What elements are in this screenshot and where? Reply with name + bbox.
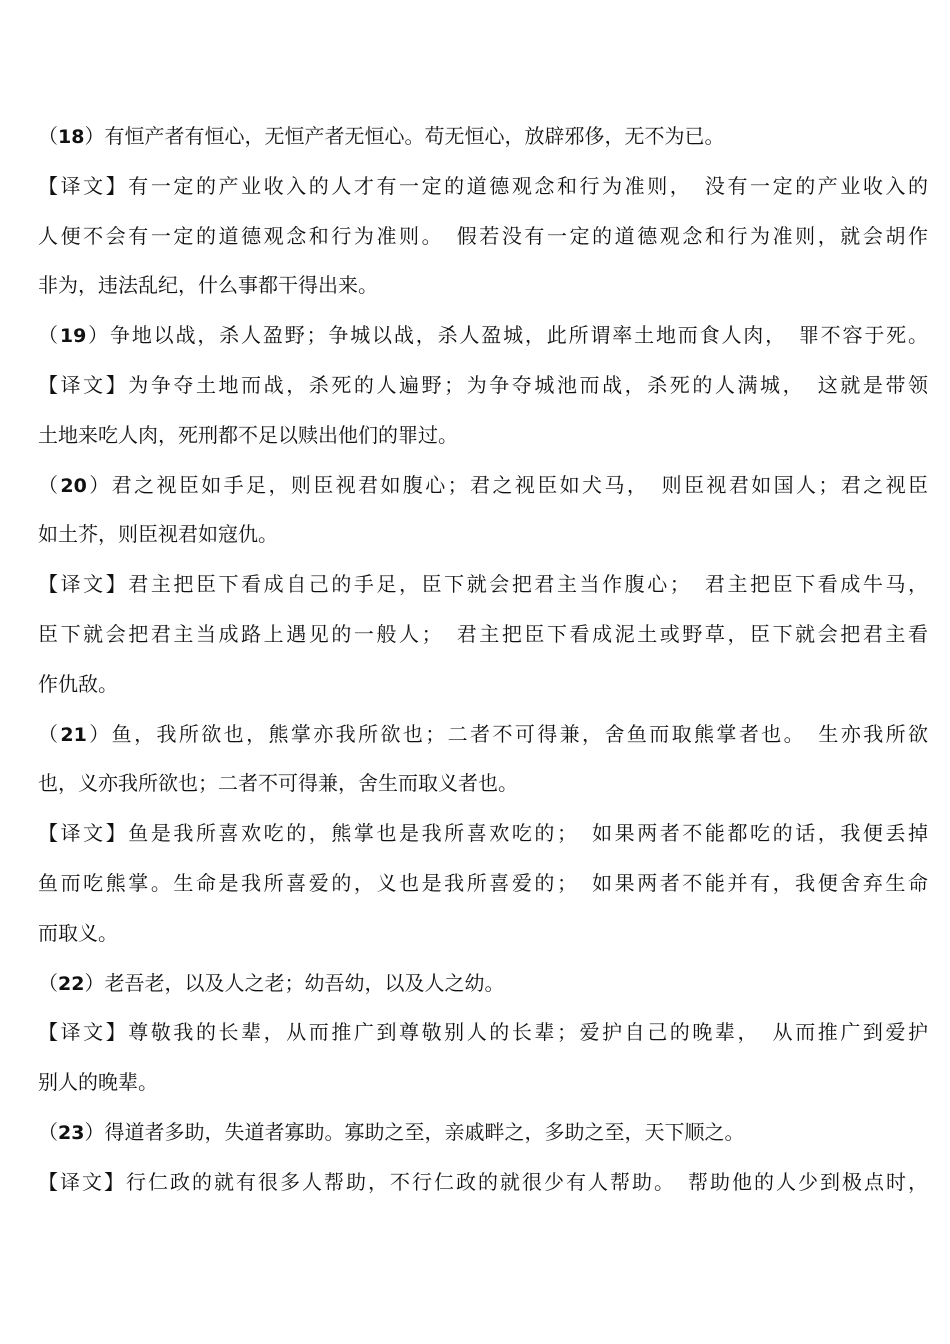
text-line — [38, 859, 928, 909]
line-text: 非为，违法乱纪，什么事都干得出来。 — [38, 273, 378, 298]
line-text: 也，义亦我所欲也；二者不可得兼，舍生而取义者也。 — [38, 771, 518, 796]
text-line — [38, 959, 928, 1009]
text-line — [38, 162, 928, 212]
text-line — [38, 212, 928, 262]
paren-close: ） — [84, 1119, 105, 1144]
text-line — [38, 1008, 928, 1058]
line-text: 得道者多助，失道者寡助。寡助之至，亲戚畔之，多助之至，天下顺之。 — [104, 1119, 745, 1144]
paren-open: （ — [38, 970, 58, 995]
translation-label: 【译文】 — [38, 1169, 126, 1194]
text-line — [38, 610, 928, 660]
line-text: 如土芥，则臣视君如寇仇。 — [38, 522, 278, 547]
translation-label: 【译文】 — [38, 821, 129, 846]
text-line — [38, 759, 928, 809]
text-line — [38, 1058, 928, 1108]
paren-close: ） — [84, 124, 105, 148]
document-body — [38, 112, 928, 1208]
paren-open: （ — [38, 124, 58, 148]
line-text: 臣下就会把君主当成路上遇见的一般人； 君主把臣下看成泥土或野草，臣下就会把君主看 — [38, 621, 928, 646]
line-text: 尊敬我的长辈，从而推广到尊敬别人的长辈；爱护自己的晚辈， 从而推广到爱护 — [128, 1020, 928, 1045]
translation-label: 【译文】 — [38, 572, 129, 597]
item-number: 18 — [58, 126, 85, 148]
paren-open: （ — [38, 323, 60, 348]
line-text: 人便不会有一定的道德观念和行为准则。 假若没有一定的道德观念和行为准则，就会胡作 — [38, 223, 928, 248]
item-number: 20 — [60, 474, 87, 497]
paren-close: ） — [86, 323, 110, 348]
line-text: 君主把臣下看成自己的手足，臣下就会把君主当作腹心； 君主把臣下看成牛马， — [128, 572, 928, 597]
text-line — [38, 411, 928, 461]
line-text: 土地来吃人肉，死刑都不足以赎出他们的罪过。 — [38, 422, 458, 447]
item-number: 23 — [58, 1121, 85, 1144]
text-line — [38, 361, 928, 411]
paren-open: （ — [38, 472, 61, 497]
text-line — [38, 909, 928, 959]
line-text: 有恒产者有恒心，无恒产者无恒心。苟无恒心，放辟邪侈，无不为已。 — [104, 124, 725, 148]
paren-open: （ — [38, 1119, 58, 1144]
line-text: 鱼是我所喜欢吃的，熊掌也是我所喜欢吃的； 如果两者不能都吃的话，我便丢掉 — [128, 821, 928, 846]
text-line — [38, 311, 928, 361]
text-line — [38, 461, 928, 511]
text-line — [38, 710, 928, 760]
line-text: 有一定的产业收入的人才有一定的道德观念和行为准则， 没有一定的产业收入的 — [128, 173, 928, 198]
item-number: 19 — [59, 325, 87, 348]
text-line — [38, 660, 928, 710]
line-text: 争地以战，杀人盈野；争城以战，杀人盈城，此所谓率土地而食人肉， 罪不容于死。 — [109, 323, 928, 348]
paren-close: ） — [86, 472, 112, 497]
text-line — [38, 1158, 928, 1208]
translation-label: 【译文】 — [38, 372, 129, 397]
line-text: 君之视臣如手足，则臣视君如腹心；君之视臣如犬马， 则臣视君如国人；君之视臣 — [111, 472, 928, 497]
paren-close: ） — [86, 721, 112, 746]
translation-label: 【译文】 — [38, 1020, 129, 1045]
text-line — [38, 261, 928, 311]
line-text: 行仁政的就有很多人帮助，不行仁政的就很少有人帮助。 帮助他的人少到极点时， — [126, 1169, 928, 1194]
line-text: 鱼，我所欲也，熊掌亦我所欲也；二者不可得兼，舍鱼而取熊掌者也。 生亦我所欲 — [111, 721, 928, 746]
text-line — [38, 510, 928, 560]
paren-close: ） — [84, 970, 105, 995]
line-text: 为争夺土地而战，杀死的人遍野；为争夺城池而战，杀死的人满城， 这就是带领 — [128, 372, 928, 397]
item-number: 22 — [58, 972, 85, 995]
text-line — [38, 560, 928, 610]
line-text: 老吾老，以及人之老；幼吾幼，以及人之幼。 — [104, 970, 505, 995]
line-text: 鱼而吃熊掌。生命是我所喜爱的，义也是我所喜爱的； 如果两者不能并有，我便舍弃生命 — [38, 870, 928, 895]
line-text: 作仇敌。 — [38, 671, 118, 696]
item-number: 21 — [60, 723, 87, 746]
line-text: 而取义。 — [38, 920, 118, 945]
translation-label: 【译文】 — [38, 173, 129, 198]
text-line — [38, 1108, 928, 1158]
text-line — [38, 112, 928, 162]
text-line — [38, 809, 928, 859]
line-text: 别人的晚辈。 — [38, 1070, 158, 1095]
paren-open: （ — [38, 721, 61, 746]
